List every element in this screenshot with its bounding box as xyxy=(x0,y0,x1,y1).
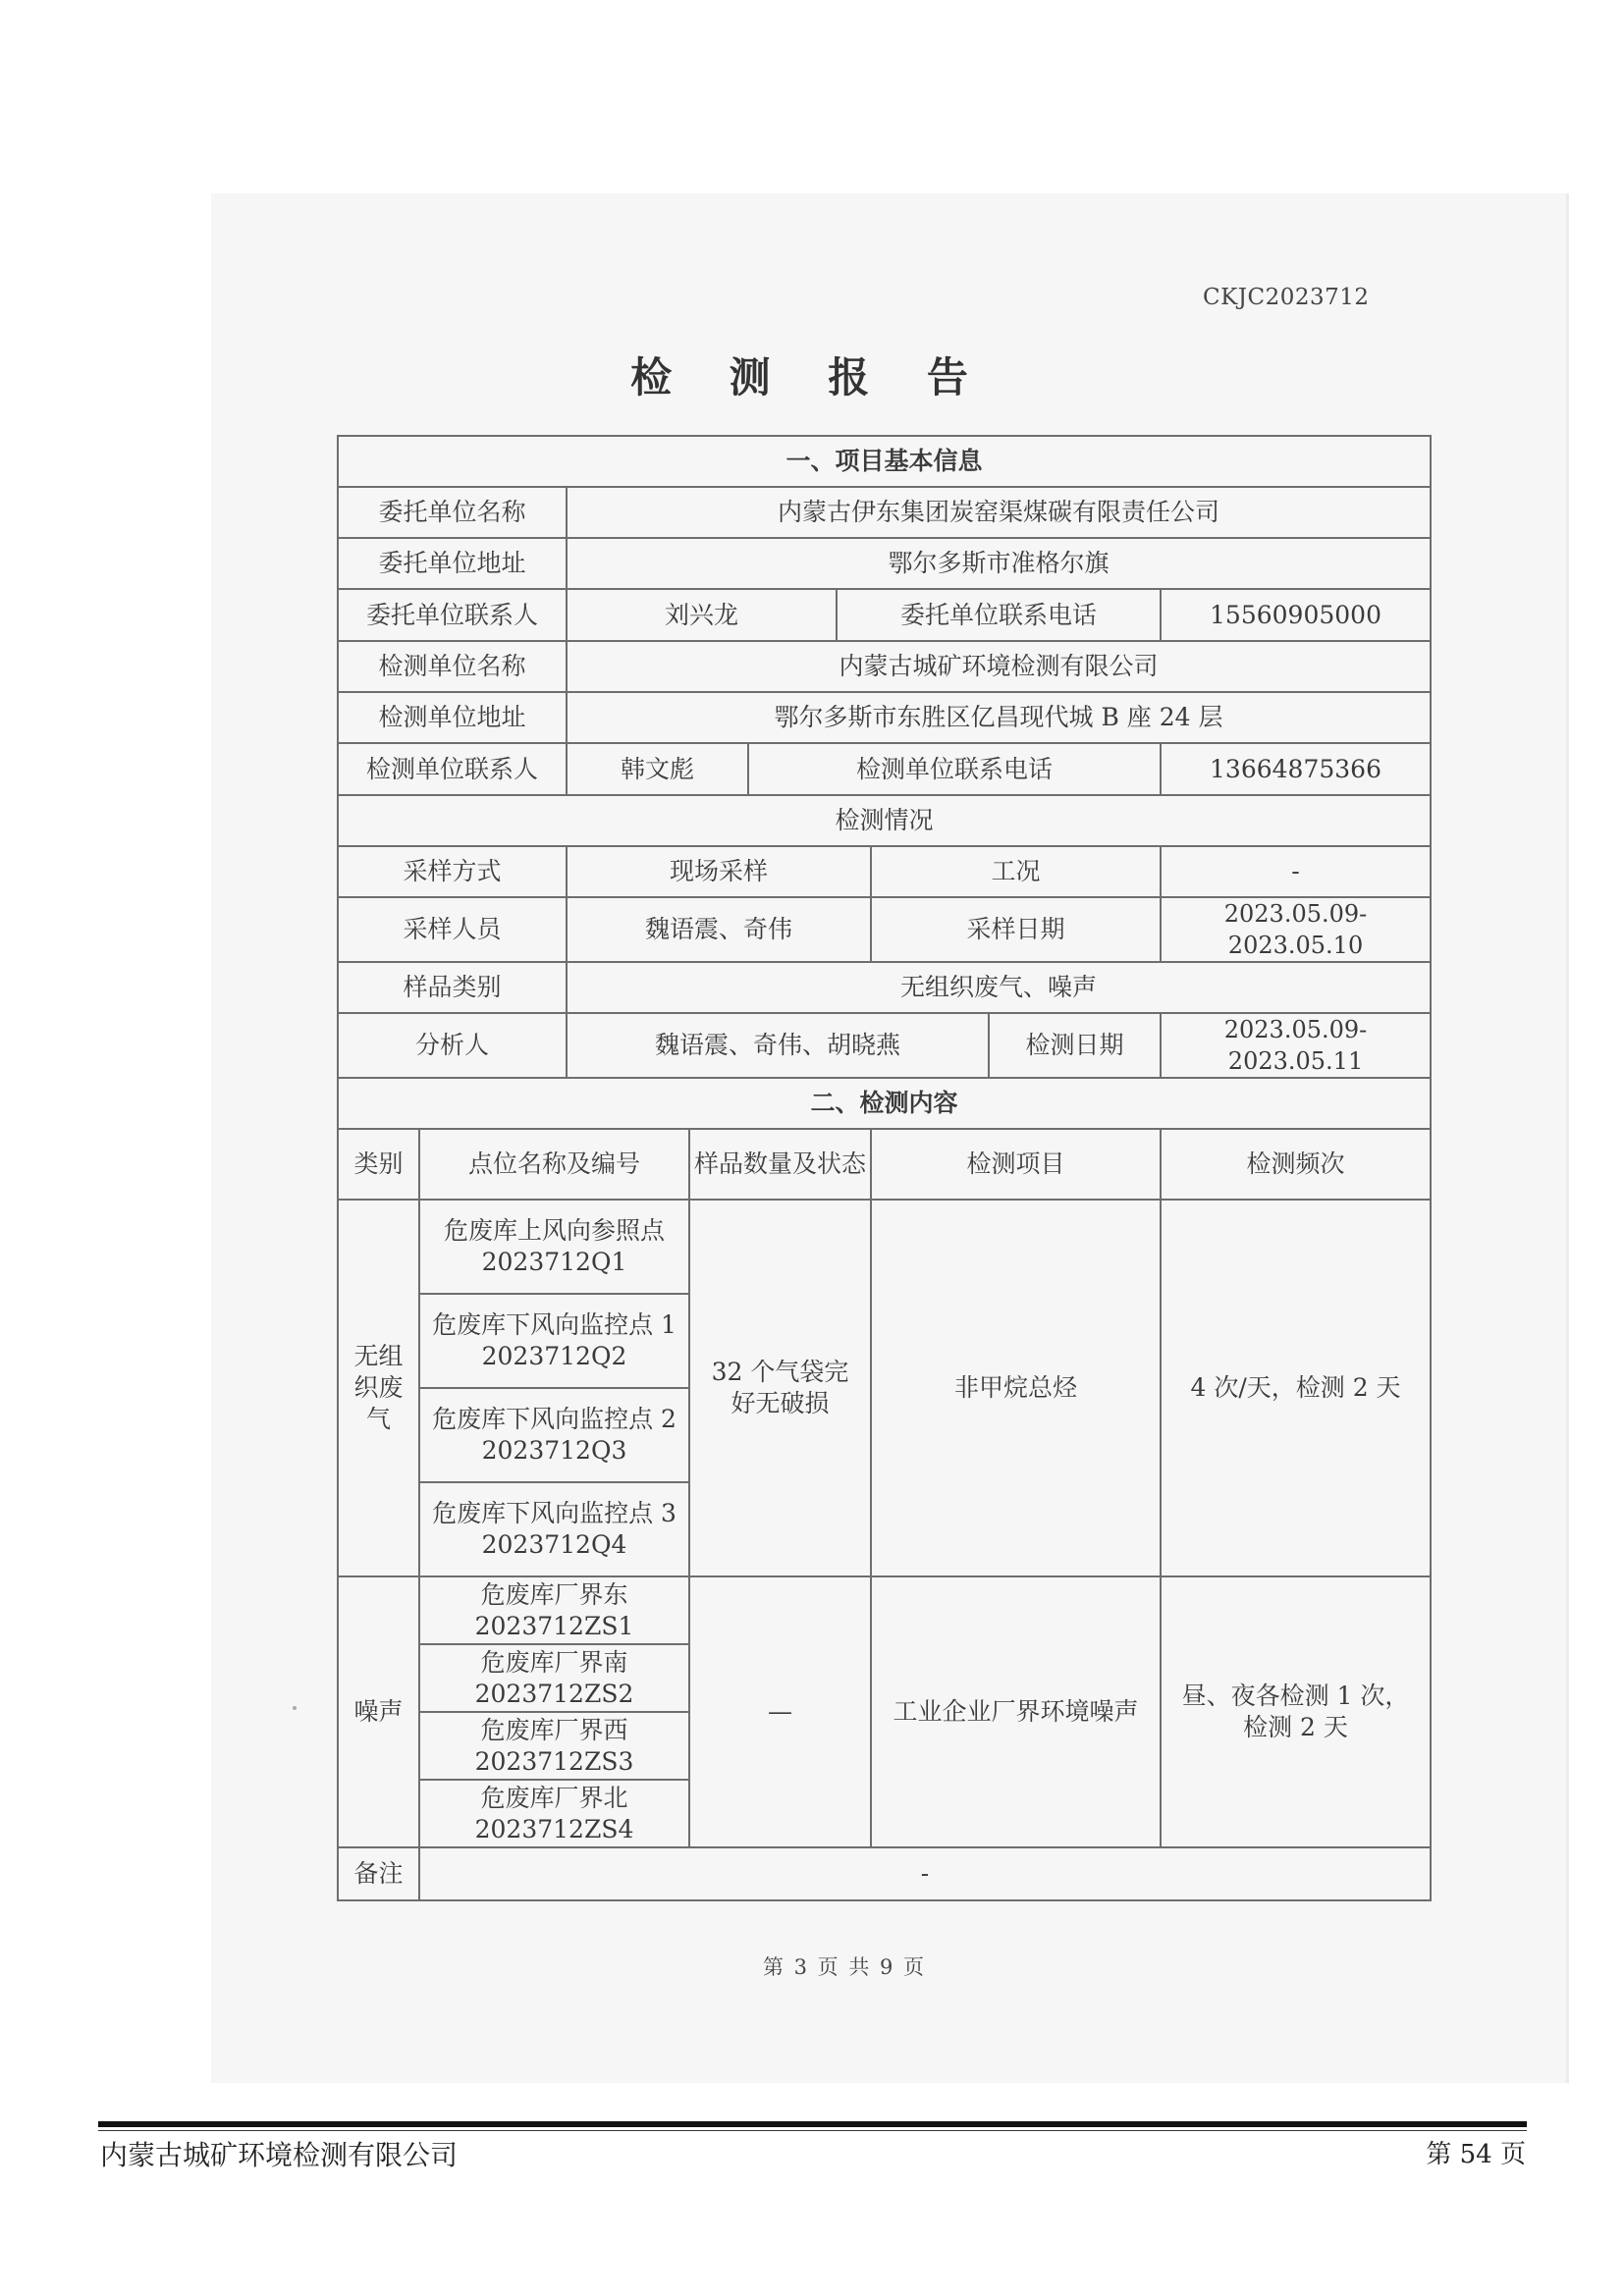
noise-point-2 xyxy=(419,1644,689,1712)
header-category: 类别 xyxy=(338,1129,419,1200)
condition: - xyxy=(1161,846,1431,897)
report-title: 检 测 报 告 xyxy=(630,353,990,401)
point-code: 2023712Q4 xyxy=(481,1530,627,1559)
analyst-label: 分析人 xyxy=(338,1013,567,1078)
sample-type-label: 样品类别 xyxy=(338,962,567,1013)
noise-point-3 xyxy=(419,1712,689,1780)
lab-phone: 13664875366 xyxy=(1161,743,1431,795)
lab-name: 内蒙古城矿环境检测有限公司 xyxy=(567,641,1431,692)
point-name: 危废库下风向监控点 3 xyxy=(432,1499,677,1527)
lab-contact-label: 检测单位联系人 xyxy=(338,743,567,795)
header-frequency: 检测频次 xyxy=(1161,1129,1431,1200)
report-table xyxy=(337,435,1432,1901)
header-test-item: 检测项目 xyxy=(871,1129,1161,1200)
point-code: 2023712Q2 xyxy=(481,1342,627,1370)
lab-address: 鄂尔多斯市东胜区亿昌现代城 B 座 24 层 xyxy=(567,692,1431,743)
point-name: 危废库厂界西 xyxy=(480,1715,628,1744)
section-test-content: 二、检测内容 xyxy=(338,1078,1431,1129)
gas-point-2 xyxy=(419,1294,689,1388)
noise-test-item: 工业企业厂界环境噪声 xyxy=(871,1576,1161,1847)
client-address-label: 委托单位地址 xyxy=(338,538,567,589)
client-phone-label: 委托单位联系电话 xyxy=(837,589,1161,641)
section-basic-info: 一、项目基本信息 xyxy=(338,436,1431,487)
client-name-label: 委托单位名称 xyxy=(338,487,567,538)
noise-point-4 xyxy=(419,1780,689,1847)
report-number: CKJC2023712 xyxy=(1203,285,1370,310)
header-sample-qty: 样品数量及状态 xyxy=(689,1129,871,1200)
remark: - xyxy=(419,1847,1431,1900)
client-phone: 15560905000 xyxy=(1161,589,1431,641)
gas-category: 无组织废气 xyxy=(338,1200,419,1576)
sampler-label: 采样人员 xyxy=(338,897,567,962)
lab-address-label: 检测单位地址 xyxy=(338,692,567,743)
point-code: 2023712Q1 xyxy=(481,1248,627,1276)
gas-point-4 xyxy=(419,1482,689,1576)
point-name: 危废库厂界南 xyxy=(480,1647,628,1677)
footer-rule-thin xyxy=(98,2130,1527,2131)
point-name: 危废库厂界东 xyxy=(480,1579,628,1609)
footer-rule-thick xyxy=(98,2121,1527,2127)
client-contact-label: 委托单位联系人 xyxy=(338,589,567,641)
point-name: 危废库厂界北 xyxy=(480,1783,628,1812)
sampling-date-label: 采样日期 xyxy=(871,897,1161,962)
sample-type: 无组织废气、噪声 xyxy=(567,962,1431,1013)
footer-company: 内蒙古城矿环境检测有限公司 xyxy=(100,2139,459,2171)
footer-page-number: 第 54 页 xyxy=(1426,2140,1526,2169)
point-code: 2023712ZS4 xyxy=(474,1814,634,1843)
condition-label: 工况 xyxy=(871,846,1161,897)
gas-test-item: 非甲烷总烃 xyxy=(871,1200,1161,1576)
header-point: 点位名称及编号 xyxy=(419,1129,689,1200)
point-code: 2023712ZS3 xyxy=(474,1746,634,1776)
point-code: 2023712ZS2 xyxy=(474,1679,634,1708)
scan-speck xyxy=(293,1706,297,1710)
point-name: 危废库上风向参照点 xyxy=(443,1216,665,1245)
test-date-label: 检测日期 xyxy=(989,1013,1161,1078)
client-name: 内蒙古伊东集团炭窑渠煤碳有限责任公司 xyxy=(567,487,1431,538)
lab-name-label: 检测单位名称 xyxy=(338,641,567,692)
noise-sample-state: — xyxy=(689,1576,871,1847)
client-address: 鄂尔多斯市准格尔旗 xyxy=(567,538,1431,589)
sampling-method-label: 采样方式 xyxy=(338,846,567,897)
point-name: 危废库下风向监控点 1 xyxy=(432,1310,677,1339)
gas-point-1 xyxy=(419,1200,689,1294)
test-date: 2023.05.09-2023.05.11 xyxy=(1161,1013,1431,1078)
client-contact: 刘兴龙 xyxy=(567,589,837,641)
section-situation: 检测情况 xyxy=(338,795,1431,846)
point-code: 2023712ZS1 xyxy=(474,1611,634,1640)
sampling-method: 现场采样 xyxy=(567,846,871,897)
sampler: 魏语震、奇伟 xyxy=(567,897,871,962)
gas-point-3 xyxy=(419,1388,689,1482)
gas-frequency: 4 次/天，检测 2 天 xyxy=(1161,1200,1431,1576)
lab-contact: 韩文彪 xyxy=(567,743,748,795)
point-name: 危废库下风向监控点 2 xyxy=(432,1405,677,1433)
point-code: 2023712Q3 xyxy=(481,1436,627,1465)
remark-label: 备注 xyxy=(338,1847,419,1900)
lab-phone-label: 检测单位联系电话 xyxy=(748,743,1161,795)
noise-category: 噪声 xyxy=(338,1576,419,1847)
noise-point-1 xyxy=(419,1576,689,1644)
noise-frequency: 昼、夜各检测 1 次，检测 2 天 xyxy=(1161,1576,1431,1847)
gas-sample-state: 32 个气袋完好无破损 xyxy=(689,1200,871,1576)
analyst: 魏语震、奇伟、胡晓燕 xyxy=(567,1013,989,1078)
report-page-info: 第 3 页 共 9 页 xyxy=(762,1955,927,1979)
sampling-date: 2023.05.09-2023.05.10 xyxy=(1161,897,1431,962)
